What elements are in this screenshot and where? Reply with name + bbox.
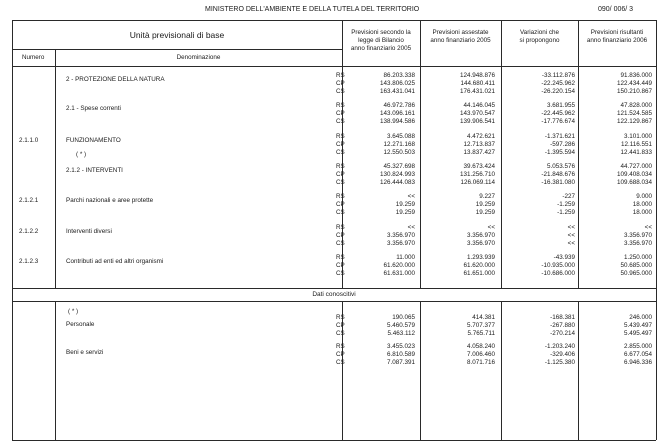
value-cell: 18.000 [632,209,652,216]
value-cell: 3.356.970 [386,240,415,247]
cs-tag: CS [336,359,345,366]
value-cell: 9.000 [636,193,652,200]
value-cell: -10.935.000 [541,262,575,269]
value-cell: << [567,232,575,239]
cp-tag: CP [336,80,345,87]
value-cell: 5.765.711 [467,330,495,337]
value-cell: 126.069.114 [460,179,495,186]
value-cell: 5.707.377 [466,322,495,329]
col1-divider-dati [420,301,421,440]
value-cell: 5.439.497 [623,322,652,329]
value-cell: 61.620.000 [383,262,415,269]
value-cell: 3.356.970 [466,240,495,247]
frame-left [12,20,13,440]
rs-tag: RS [336,193,345,200]
value-cell: << [567,224,575,231]
value-cell: -22.245.962 [541,80,575,87]
value-cell: 3.681.955 [546,102,575,109]
value-cell: 143.096.161 [379,110,415,117]
value-cell: -270.214 [550,330,575,337]
page-reference: 090/ 006/ 3 [598,6,634,13]
value-cell: -329.406 [550,351,575,358]
value-cell: 12.116.551 [620,141,652,148]
value-cell: -33.112.876 [541,72,575,79]
value-cell: -1.259 [557,201,575,208]
value-cell: -1.371.621 [544,133,575,140]
table-top-border [12,20,656,21]
value-cell: 1.250.000 [623,254,652,261]
value-cell: 50.965.000 [620,270,652,277]
value-cell: 5.460.579 [386,322,415,329]
value-cell: 190.065 [392,314,415,321]
cs-tag: CS [336,240,345,247]
value-cell: 124.948.876 [459,72,495,79]
col1-header-line2: legge di Bilancio [358,37,404,44]
row-label: Parchi nazionali e aree protette [66,197,154,204]
value-cell: 50.685.000 [620,262,652,269]
value-cell: 5.495.497 [623,330,652,337]
numero-col-divider [55,49,56,288]
value-cell: 414.381 [472,314,495,321]
value-cell: -1.395.594 [544,149,575,156]
value-cell: 122.129.867 [616,118,652,125]
row-label: FUNZIONAMENTO [66,137,121,144]
row-numero: 2.1.2.2 [19,228,39,235]
col3-header-line1: Variazioni che [519,29,560,36]
dati-row-label: Beni e servizi [66,349,104,356]
header-bottom-border [12,66,656,67]
cp-tag: CP [336,262,345,269]
rs-tag: RS [336,343,345,350]
value-cell: 44.146.045 [463,102,495,109]
frame-right [656,20,657,440]
value-cell: 61.631.000 [383,270,415,277]
cp-tag: CP [336,322,345,329]
value-cell: 5.463.112 [387,330,415,337]
value-cell: 126.444.083 [379,179,415,186]
value-cell: 12.550.503 [383,149,415,156]
value-cell: 9.227 [479,193,495,200]
row-numero: 2.1.2.3 [19,258,39,265]
value-cell: 86.203.338 [383,72,415,79]
col2-header-line2: anno finanziario 2005 [430,37,491,44]
dati-conoscitivi-title: Dati conoscitivi [312,291,356,298]
value-cell: 3.356.970 [623,232,652,239]
table-bottom-border [12,440,656,441]
cp-tag: CP [336,110,345,117]
cs-tag: CS [336,149,345,156]
value-cell: -1.259 [557,209,575,216]
value-cell: 12.271.168 [383,141,415,148]
value-cell: 139.906.541 [459,118,495,125]
numero-header: Numero [22,54,45,61]
value-cell: 12.713.837 [463,141,495,148]
value-cell: 19.259 [475,201,495,208]
value-cell: 39.673.424 [463,163,495,170]
row-numero: 2.1.1.0 [19,137,39,144]
value-cell: 109.408.034 [616,171,652,178]
value-cell: -10.686.000 [541,270,575,277]
value-cell: 176.431.021 [459,88,495,95]
value-cell: 91.836.000 [620,72,652,79]
row-label: 2.1.2 - INTERVENTI [66,167,123,174]
value-cell: 44.727.000 [620,163,652,170]
dati-row-label: Personale [66,321,95,328]
rs-tag: RS [336,254,345,261]
cp-tag: CP [336,232,345,239]
cp-tag: CP [336,201,345,208]
cs-tag: CS [336,209,345,216]
value-cell: 7.006.460 [466,351,495,358]
value-cell: 122.434.449 [616,80,652,87]
ministry-title: MINISTERO DELL'AMBIENTE E DELLA TUTELA DEL TERRITORIO [205,6,420,13]
value-cell: 138.994.586 [379,118,415,125]
value-cell: -597.286 [550,141,575,148]
row-label: Interventi diversi [66,228,112,235]
value-cell: 2.855.000 [623,343,652,350]
col2-divider [501,20,502,288]
value-cell: 3.645.088 [386,133,415,140]
value-cell: 143.806.025 [379,80,415,87]
numero-col-divider-dati [55,301,56,440]
value-cell: 144.680.411 [460,80,495,87]
value-cell: 45.327.698 [383,163,415,170]
rs-tag: RS [336,224,345,231]
value-cell: 150.210.867 [616,88,652,95]
value-cell: 47.828.000 [620,102,652,109]
col3-divider [578,20,579,288]
value-cell: << [567,240,575,247]
cs-tag: CS [336,270,345,277]
value-cell: 18.000 [632,201,652,208]
value-cell: 19.259 [395,209,415,216]
col1-header-line3: anno finanziario 2005 [350,45,412,52]
value-cell: 61.620.000 [463,262,495,269]
col1-divider [420,20,421,288]
value-cell: -43.939 [553,254,575,261]
col3-header-line2: si propongono [519,37,560,44]
value-cell: 4.058.240 [466,343,495,350]
col3-divider-dati [578,301,579,440]
col4-header-line2: anno finanziario 2006 [586,37,648,44]
value-cell: -227 [562,193,575,200]
value-cell: -22.445.962 [541,110,575,117]
value-cell: 6.810.589 [386,351,415,358]
section-divider [12,49,342,50]
cs-tag: CS [336,179,345,186]
cs-tag: CS [336,88,345,95]
dati-note: ( * ) [68,308,79,315]
value-cell: 3.356.970 [386,232,415,239]
value-cell: 6.677.054 [623,351,652,358]
row-numero: 2.1.2.1 [19,197,39,204]
cp-tag: CP [336,171,345,178]
value-cell: -21.848.676 [541,171,575,178]
value-cell: 61.651.000 [463,270,495,277]
value-cell: << [407,224,415,231]
value-cell: 121.524.585 [616,110,652,117]
value-cell: -16.381.080 [541,179,575,186]
value-cell: << [644,224,652,231]
value-cell: 5.053.576 [546,163,575,170]
value-cell: -26.220.154 [541,88,575,95]
rs-tag: RS [336,133,345,140]
value-cell: -1.125.380 [544,359,575,366]
value-cell: 3.455.023 [386,343,415,350]
value-cell: << [487,224,495,231]
col2-header-line1: Previsioni assestate [432,29,489,36]
row-label: Contributi ad enti ed altri organismi [66,258,164,265]
value-cell: 143.970.547 [459,110,495,117]
cp-tag: CP [336,351,345,358]
value-cell: -267.880 [550,322,575,329]
row-label: 2 - PROTEZIONE DELLA NATURA [66,76,165,83]
dati-top-border [12,288,656,289]
col4-header-line1: Previsioni risultanti [590,29,644,36]
row-sub-note: ( * ) [76,151,87,158]
value-cell: 3.356.970 [623,240,652,247]
value-cell: -168.381 [550,314,575,321]
value-cell: 3.101.000 [623,133,652,140]
value-cell: 46.972.786 [383,102,415,109]
value-cell: 8.071.716 [466,359,495,366]
row-label: 2.1 - Spese correnti [66,105,121,112]
value-cell: 4.472.621 [466,133,495,140]
value-cell: 130.824.993 [379,171,415,178]
value-cell: 109.688.034 [616,179,652,186]
value-cell: -1.203.240 [544,343,575,350]
cs-tag: CS [336,118,345,125]
rs-tag: RS [336,163,345,170]
value-cell: 6.946.336 [623,359,652,366]
value-cell: 13.837.427 [463,149,495,156]
section-title: Unità previsionali di base [129,30,225,40]
col1-header-line1: Previsioni secondo la [351,29,411,36]
cp-tag: CP [336,141,345,148]
value-cell: 11.000 [396,254,415,261]
value-cell: 19.259 [395,201,415,208]
value-cell: 131.256.710 [459,171,495,178]
value-cell: 3.356.970 [466,232,495,239]
rs-tag: RS [336,314,345,321]
cs-tag: CS [336,330,345,337]
value-cell: 163.431.041 [379,88,415,95]
dati-bottom-border [12,301,656,302]
value-cell: 7.087.391 [386,359,415,366]
rs-tag: RS [336,102,345,109]
value-cell: -17.776.674 [541,118,575,125]
value-cell: 12.441.833 [620,149,652,156]
value-cell: << [407,193,415,200]
value-cell: 246.000 [629,314,652,321]
rs-tag: RS [336,72,345,79]
value-cell: 19.259 [475,209,495,216]
col2-divider-dati [501,301,502,440]
value-cell: 1.293.939 [466,254,495,261]
denominazione-header: Denominazione [176,54,221,61]
